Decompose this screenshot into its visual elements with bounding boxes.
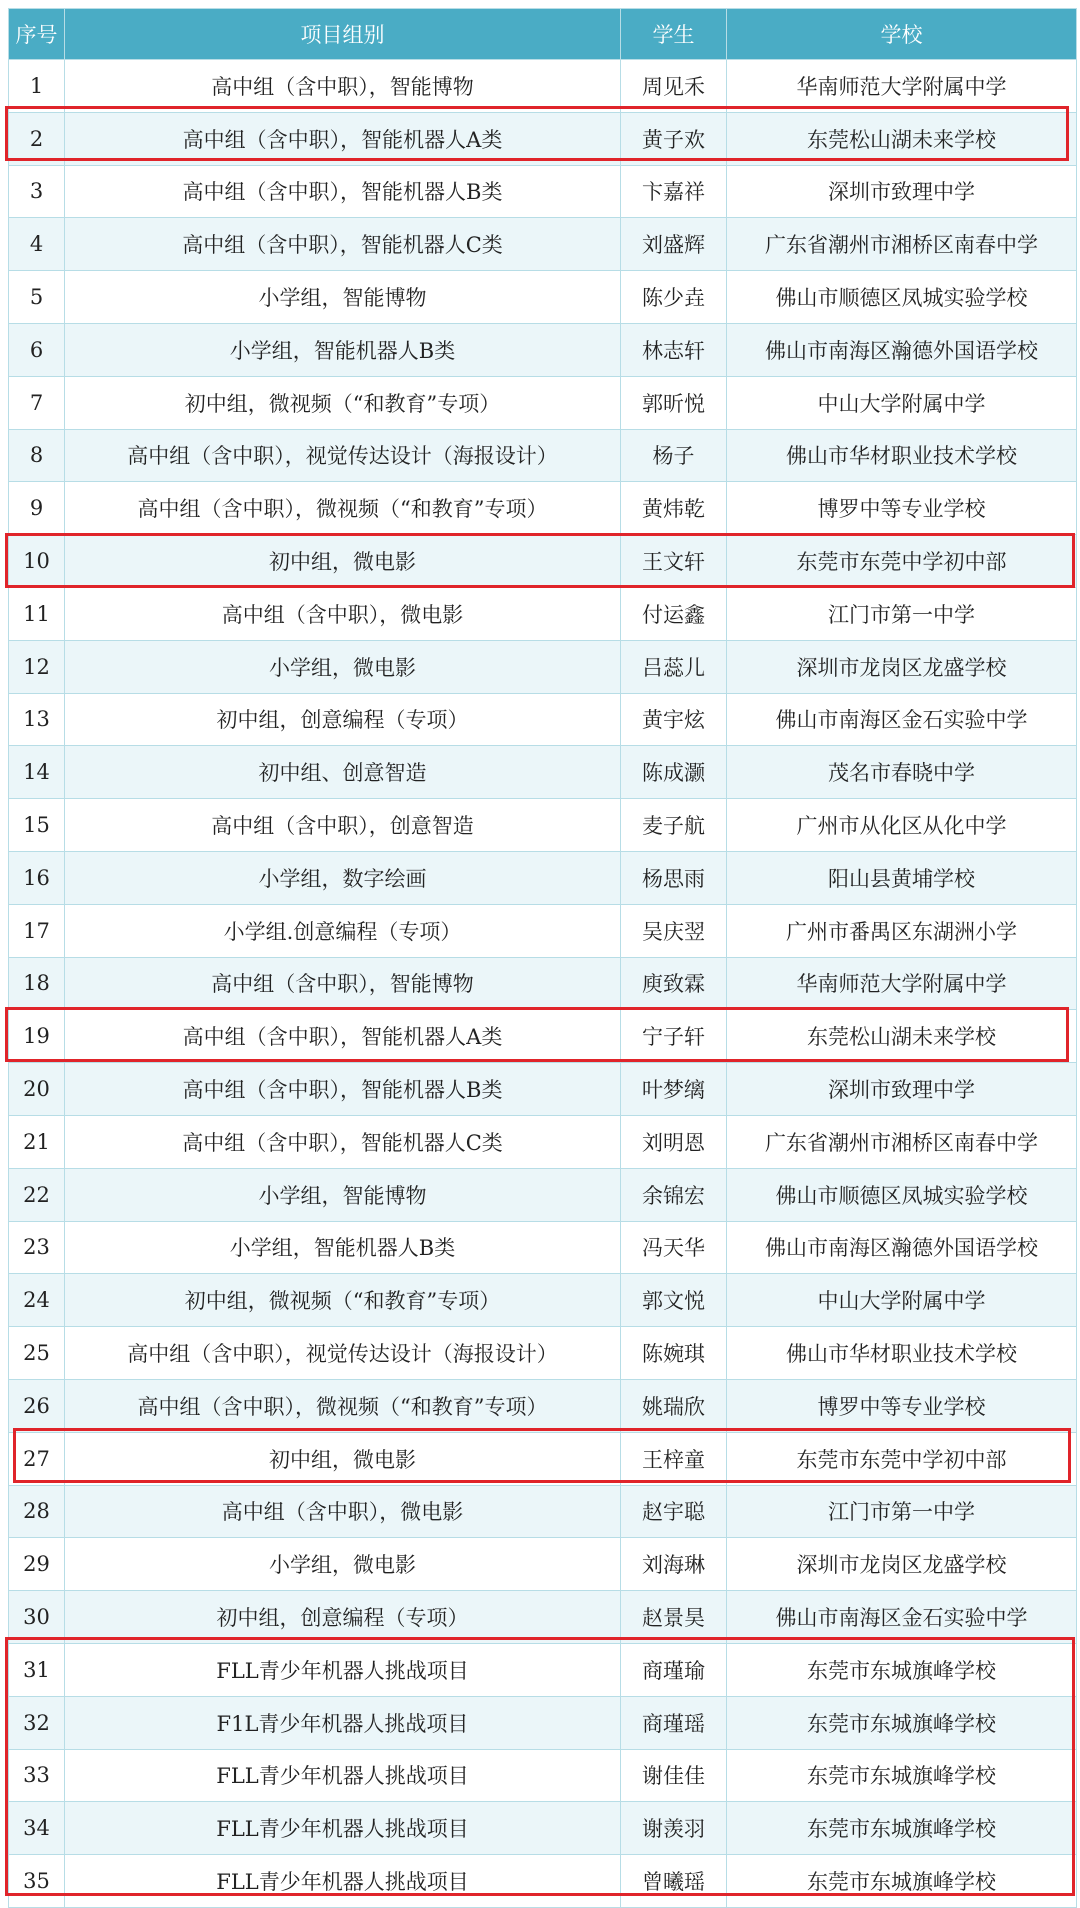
cell-student: 黄炜乾 <box>621 482 727 535</box>
cell-school: 中山大学附属中学 <box>727 1274 1077 1327</box>
table-row <box>9 1115 1077 1168</box>
cell-index: 34 <box>9 1802 65 1855</box>
cell-index: 30 <box>9 1591 65 1644</box>
cell-project: 小学组，数字绘画 <box>65 851 621 904</box>
cell-student: 姚瑞欣 <box>621 1379 727 1432</box>
cell-index: 1 <box>9 60 65 113</box>
cell-project: FLL青少年机器人挑战项目 <box>65 1802 621 1855</box>
cell-project: 高中组（含中职），智能机器人A类 <box>65 1010 621 1063</box>
cell-school: 东莞松山湖未来学校 <box>727 112 1077 165</box>
cell-student: 陈婉琪 <box>621 1327 727 1380</box>
cell-index: 18 <box>9 957 65 1010</box>
cell-project: 高中组（含中职），视觉传达设计（海报设计） <box>65 429 621 482</box>
cell-index: 3 <box>9 165 65 218</box>
cell-student: 商瑾瑶 <box>621 1696 727 1749</box>
table-row <box>9 1274 1077 1327</box>
cell-project: 高中组（含中职），智能机器人B类 <box>65 1063 621 1116</box>
cell-project: 小学组.创意编程（专项） <box>65 904 621 957</box>
cell-school: 深圳市致理中学 <box>727 1063 1077 1116</box>
cell-index: 35 <box>9 1855 65 1908</box>
cell-school: 茂名市春晓中学 <box>727 746 1077 799</box>
table-row <box>9 746 1077 799</box>
cell-school: 东莞市东城旗峰学校 <box>727 1802 1077 1855</box>
cell-project: 初中组，微视频（“和教育”专项） <box>65 1274 621 1327</box>
table-row <box>9 429 1077 482</box>
cell-project: FLL青少年机器人挑战项目 <box>65 1643 621 1696</box>
cell-student: 陈少垚 <box>621 271 727 324</box>
cell-index: 17 <box>9 904 65 957</box>
table-row <box>9 535 1077 588</box>
table-body <box>9 60 1077 1908</box>
header-project: 项目组别 <box>65 9 621 60</box>
table-row <box>9 587 1077 640</box>
table-row <box>9 799 1077 852</box>
cell-school: 广东省潮州市湘桥区南春中学 <box>727 1115 1077 1168</box>
cell-index: 9 <box>9 482 65 535</box>
cell-project: 小学组，智能博物 <box>65 271 621 324</box>
cell-student: 吕蕊儿 <box>621 640 727 693</box>
cell-school: 深圳市致理中学 <box>727 165 1077 218</box>
cell-project: FLL青少年机器人挑战项目 <box>65 1749 621 1802</box>
cell-school: 佛山市南海区瀚德外国语学校 <box>727 323 1077 376</box>
cell-school: 佛山市顺德区凤城实验学校 <box>727 271 1077 324</box>
cell-index: 22 <box>9 1168 65 1221</box>
cell-index: 5 <box>9 271 65 324</box>
table-row <box>9 1643 1077 1696</box>
cell-school: 东莞市东莞中学初中部 <box>727 1432 1077 1485</box>
cell-school: 东莞松山湖未来学校 <box>727 1010 1077 1063</box>
cell-index: 14 <box>9 746 65 799</box>
cell-index: 23 <box>9 1221 65 1274</box>
cell-school: 佛山市华材职业技术学校 <box>727 429 1077 482</box>
table-row <box>9 112 1077 165</box>
cell-student: 王文轩 <box>621 535 727 588</box>
cell-student: 麦子航 <box>621 799 727 852</box>
cell-project: 初中组，创意编程（专项） <box>65 1591 621 1644</box>
table-row <box>9 904 1077 957</box>
table-row <box>9 323 1077 376</box>
table-row <box>9 1855 1077 1908</box>
header-index: 序号 <box>9 9 65 60</box>
table-row <box>9 1802 1077 1855</box>
cell-student: 黄子欢 <box>621 112 727 165</box>
cell-school: 博罗中等专业学校 <box>727 482 1077 535</box>
cell-school: 佛山市顺德区凤城实验学校 <box>727 1168 1077 1221</box>
cell-student: 陈成灏 <box>621 746 727 799</box>
cell-project: 高中组（含中职），微视频（“和教育”专项） <box>65 482 621 535</box>
table-row <box>9 1485 1077 1538</box>
table-row <box>9 693 1077 746</box>
cell-school: 东莞市东城旗峰学校 <box>727 1749 1077 1802</box>
cell-school: 广州市番禺区东湖洲小学 <box>727 904 1077 957</box>
cell-index: 10 <box>9 535 65 588</box>
cell-school: 深圳市龙岗区龙盛学校 <box>727 640 1077 693</box>
cell-student: 王梓童 <box>621 1432 727 1485</box>
cell-project: 高中组（含中职），智能机器人C类 <box>65 218 621 271</box>
cell-student: 周见禾 <box>621 60 727 113</box>
cell-school: 华南师范大学附属中学 <box>727 60 1077 113</box>
table-row <box>9 1168 1077 1221</box>
cell-index: 31 <box>9 1643 65 1696</box>
cell-index: 27 <box>9 1432 65 1485</box>
cell-index: 26 <box>9 1379 65 1432</box>
table-row <box>9 640 1077 693</box>
table-row <box>9 482 1077 535</box>
cell-index: 33 <box>9 1749 65 1802</box>
cell-student: 杨子 <box>621 429 727 482</box>
cell-project: 初中组，微视频（“和教育”专项） <box>65 376 621 429</box>
table-row <box>9 957 1077 1010</box>
cell-student: 郭昕悦 <box>621 376 727 429</box>
cell-school: 佛山市南海区金石实验中学 <box>727 1591 1077 1644</box>
cell-student: 郭文悦 <box>621 1274 727 1327</box>
cell-project: FLL青少年机器人挑战项目 <box>65 1855 621 1908</box>
cell-index: 32 <box>9 1696 65 1749</box>
cell-student: 叶梦缡 <box>621 1063 727 1116</box>
cell-index: 20 <box>9 1063 65 1116</box>
cell-student: 刘明恩 <box>621 1115 727 1168</box>
cell-project: 高中组（含中职），智能机器人B类 <box>65 165 621 218</box>
table-row <box>9 271 1077 324</box>
cell-student: 商瑾瑜 <box>621 1643 727 1696</box>
cell-student: 谢佳佳 <box>621 1749 727 1802</box>
cell-index: 2 <box>9 112 65 165</box>
header-row <box>9 9 1077 60</box>
cell-student: 冯天华 <box>621 1221 727 1274</box>
cell-index: 13 <box>9 693 65 746</box>
cell-project: 初中组，创意编程（专项） <box>65 693 621 746</box>
cell-school: 广州市从化区从化中学 <box>727 799 1077 852</box>
cell-project: 高中组（含中职），微视频（“和教育”专项） <box>65 1379 621 1432</box>
cell-school: 阳山县黄埔学校 <box>727 851 1077 904</box>
cell-index: 15 <box>9 799 65 852</box>
cell-student: 赵宇聪 <box>621 1485 727 1538</box>
cell-project: 小学组，智能博物 <box>65 1168 621 1221</box>
cell-student: 付运鑫 <box>621 587 727 640</box>
cell-project: 高中组（含中职），微电影 <box>65 587 621 640</box>
cell-project: 初中组，微电影 <box>65 1432 621 1485</box>
cell-student: 宁子轩 <box>621 1010 727 1063</box>
cell-school: 江门市第一中学 <box>727 1485 1077 1538</box>
cell-project: 小学组，智能机器人B类 <box>65 1221 621 1274</box>
cell-school: 中山大学附属中学 <box>727 376 1077 429</box>
cell-project: 小学组，微电影 <box>65 640 621 693</box>
cell-project: 小学组，微电影 <box>65 1538 621 1591</box>
header-school: 学校 <box>727 9 1077 60</box>
cell-school: 东莞市东城旗峰学校 <box>727 1643 1077 1696</box>
cell-index: 8 <box>9 429 65 482</box>
table-row <box>9 1696 1077 1749</box>
cell-index: 12 <box>9 640 65 693</box>
cell-index: 4 <box>9 218 65 271</box>
cell-index: 25 <box>9 1327 65 1380</box>
table-row <box>9 1538 1077 1591</box>
cell-student: 卞嘉祥 <box>621 165 727 218</box>
cell-index: 29 <box>9 1538 65 1591</box>
table-row <box>9 851 1077 904</box>
cell-student: 余锦宏 <box>621 1168 727 1221</box>
cell-project: 初中组、创意智造 <box>65 746 621 799</box>
cell-school: 东莞市东莞中学初中部 <box>727 535 1077 588</box>
table-row <box>9 1063 1077 1116</box>
cell-school: 华南师范大学附属中学 <box>727 957 1077 1010</box>
cell-project: 高中组（含中职），智能机器人A类 <box>65 112 621 165</box>
cell-school: 博罗中等专业学校 <box>727 1379 1077 1432</box>
table-row <box>9 1749 1077 1802</box>
table-row <box>9 1327 1077 1380</box>
table-row <box>9 1221 1077 1274</box>
cell-school: 佛山市华材职业技术学校 <box>727 1327 1077 1380</box>
cell-school: 广东省潮州市湘桥区南春中学 <box>727 218 1077 271</box>
cell-school: 深圳市龙岗区龙盛学校 <box>727 1538 1077 1591</box>
cell-index: 24 <box>9 1274 65 1327</box>
cell-student: 刘盛辉 <box>621 218 727 271</box>
table-row <box>9 165 1077 218</box>
results-table <box>8 8 1077 1908</box>
cell-project: 高中组（含中职），创意智造 <box>65 799 621 852</box>
cell-student: 吴庆翌 <box>621 904 727 957</box>
cell-student: 黄宇炫 <box>621 693 727 746</box>
cell-index: 6 <box>9 323 65 376</box>
cell-project: 高中组（含中职），智能博物 <box>65 957 621 1010</box>
cell-student: 庾致霖 <box>621 957 727 1010</box>
header-student: 学生 <box>621 9 727 60</box>
cell-school: 东莞市东城旗峰学校 <box>727 1696 1077 1749</box>
cell-project: 初中组，微电影 <box>65 535 621 588</box>
cell-project: F1L青少年机器人挑战项目 <box>65 1696 621 1749</box>
cell-student: 刘海琳 <box>621 1538 727 1591</box>
cell-school: 东莞市东城旗峰学校 <box>727 1855 1077 1908</box>
cell-student: 曾曦瑶 <box>621 1855 727 1908</box>
cell-project: 小学组，智能机器人B类 <box>65 323 621 376</box>
table-row <box>9 376 1077 429</box>
table-row <box>9 1379 1077 1432</box>
cell-index: 7 <box>9 376 65 429</box>
cell-school: 佛山市南海区金石实验中学 <box>727 693 1077 746</box>
table-row <box>9 1432 1077 1485</box>
cell-student: 杨思雨 <box>621 851 727 904</box>
cell-student: 赵景昊 <box>621 1591 727 1644</box>
cell-project: 高中组（含中职），智能博物 <box>65 60 621 113</box>
cell-index: 19 <box>9 1010 65 1063</box>
table-row <box>9 1591 1077 1644</box>
cell-student: 林志轩 <box>621 323 727 376</box>
cell-index: 16 <box>9 851 65 904</box>
cell-school: 江门市第一中学 <box>727 587 1077 640</box>
cell-index: 21 <box>9 1115 65 1168</box>
cell-project: 高中组（含中职），视觉传达设计（海报设计） <box>65 1327 621 1380</box>
cell-index: 11 <box>9 587 65 640</box>
table-row <box>9 60 1077 113</box>
cell-index: 28 <box>9 1485 65 1538</box>
cell-project: 高中组（含中职），微电影 <box>65 1485 621 1538</box>
cell-school: 佛山市南海区瀚德外国语学校 <box>727 1221 1077 1274</box>
table-row <box>9 1010 1077 1063</box>
table-row <box>9 218 1077 271</box>
cell-student: 谢羡羽 <box>621 1802 727 1855</box>
cell-project: 高中组（含中职），智能机器人C类 <box>65 1115 621 1168</box>
